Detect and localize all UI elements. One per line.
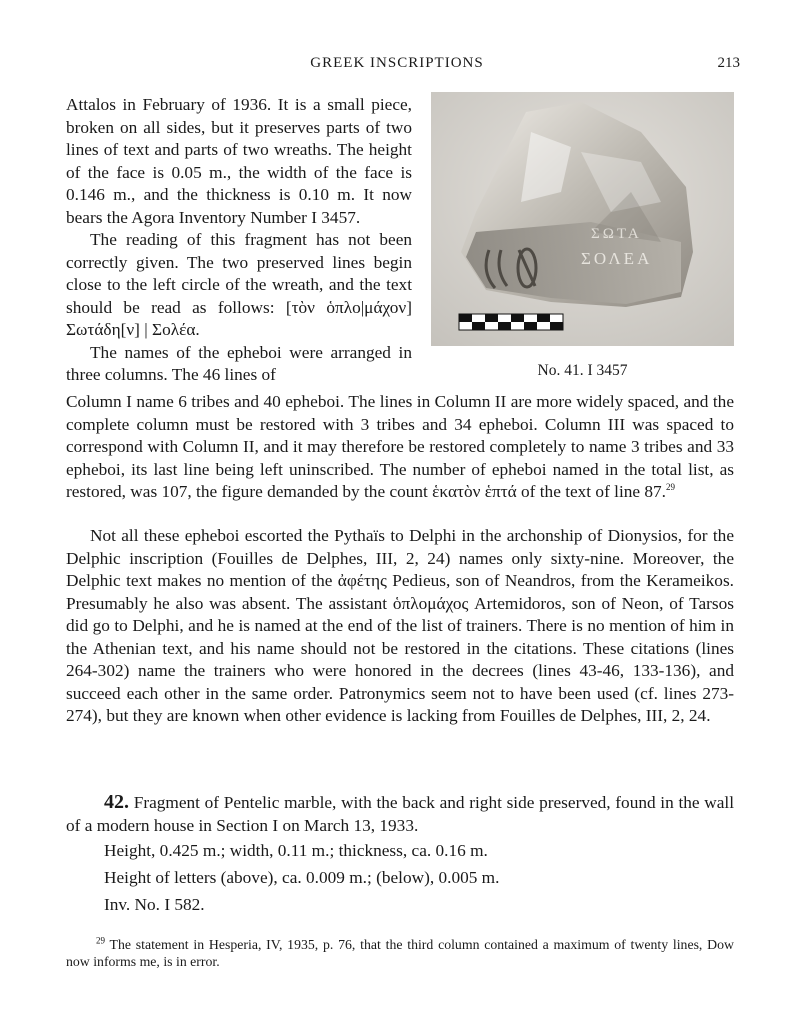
entry-42 <box>66 791 734 837</box>
dimension-line-1: Height, 0.425 m.; width, 0.11 m.; thickness, ca. 0.16 m. <box>104 841 488 860</box>
paragraph-2: The reading of this fragment has not been correctly given. The two preserved lines begin close to the left circle of the wreath, and the text should be read as follows: [τὸν ὁπλο|μάχον] Σωτάδη[ν] | Σολέα. <box>66 230 412 339</box>
running-header: GREEK INSCRIPTIONS <box>310 55 484 71</box>
footnote-mark: 29 <box>96 935 105 946</box>
figure-caption: No. 41. I 3457 <box>537 362 628 379</box>
inscription-line-1: ΣΩΤΑ <box>591 226 642 242</box>
footnote-text: The statement in Hesperia, IV, 1935, p. 76, that the third column contained a maximum of twenty lines, Dow now informs me, is in error. <box>66 937 734 969</box>
paragraph-3-start: The names of the epheboi were arranged in three columns. The 46 lines of <box>66 342 412 384</box>
paragraph-4: Not all these epheboi escorted the Pythaïs to Delphi in the archonship of Dionysios, for the Delphic inscription (Fouilles de Delphes, III, 2, 24) names only sixty-nine. Moreover, the Delphic text makes no mention of the ἀφέτης Pedieus, son of Neandros, from the Kerameikos. Presumably he also was absent. The assistant ὁπλομάχος Artemidoros, son of Neon, of Tarsos did go to Delphi, and he is named at the end of the list of trainers. There is no mention of him in the Athenian text, and his name should not be restored in the citations. These citations (lines 264-302) name the trainers who were honored in the decrees (lines 43-46, 133-136), and succeed each other in the same order. Patronymics seem not to have been used (cf. lines 273-274), but they are known when other evidence is lacking from Fouilles de Delphes, III, 2, 24. <box>66 526 734 725</box>
marble-fragment-image <box>431 92 734 346</box>
entry-description: Fragment of Pentelic marble, with the back and right side preserved, found in the wall of a modern house in Section I on March 13, 1933. <box>66 793 734 835</box>
paragraph-1: Attalos in February of 1936. It is a small piece, broken on all sides, but it preserves parts of two lines of text and parts of two wreaths. The height of the face is 0.05 m., the width of the face is 0.146 m., and the thickness is 0.10 m. It now bears the Agora Inventory Number I 3457. <box>66 95 412 227</box>
inscription-line-2: ΣΟΛΕΑ <box>581 249 653 268</box>
inscription-photo <box>431 92 734 346</box>
continuation-text: Column I name 6 tribes and 40 epheboi. The lines in Column II are more widely spaced, and the complete column must be restored with 3 tribes and 34 epheboi. Column III was spaced to correspond with Column II, and it may therefore be restored completely to name 3 tribes and 33 epheboi, its last line being left uninscribed. The number of epheboi named in the total list, as restored, was 107, the figure demanded by the count ἑκατὸν ἑπτά of the text of line 87. <box>66 392 734 501</box>
entry-number: 42. <box>104 791 129 813</box>
footnote <box>66 936 734 970</box>
page-number: 213 <box>717 55 740 71</box>
wrapped-text-column <box>66 94 412 387</box>
footnote-ref: 29 <box>665 482 675 493</box>
inventory-number: Inv. No. I 582. <box>104 895 205 914</box>
paragraph-3-continuation <box>66 391 734 504</box>
scale-bar <box>459 314 563 330</box>
dimension-line-2: Height of letters (above), ca. 0.009 m.; (below), 0.005 m. <box>104 868 500 887</box>
